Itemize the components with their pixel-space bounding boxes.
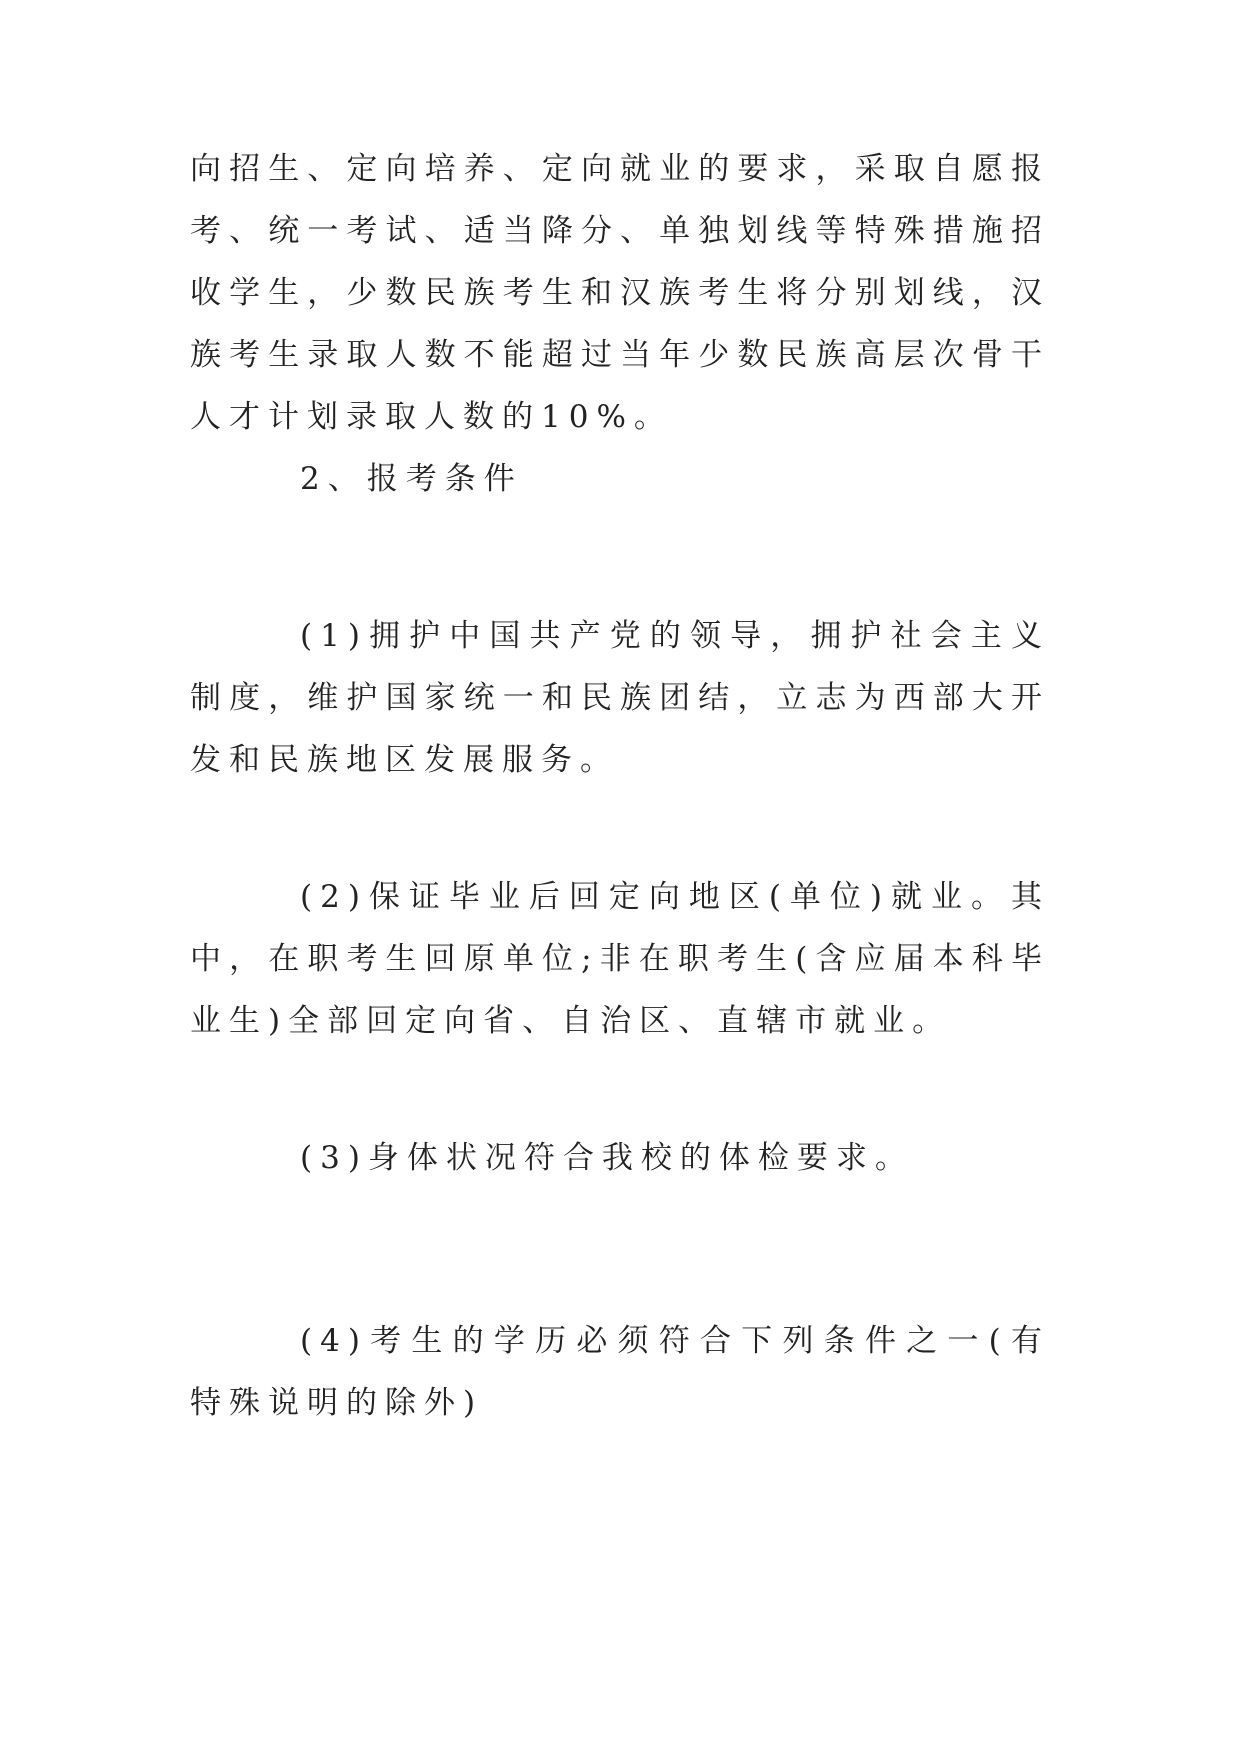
- list-item-requirement-4: (4)考生的学历必须符合下列条件之一(有特殊说明的除外): [190, 1323, 1050, 1421]
- paragraph-admission-policy: 向招生、定向培养、定向就业的要求，采取自愿报考、统一考试、适当降分、单独划线等特殊措施招收学生，少数民族考生和汉族考生将分别划线，汉族考生录取人数不能超过当年少数民族高层次骨干人才计划录取人数的10%。: [190, 151, 1050, 435]
- section-heading-application-requirements: 2、报考条件: [300, 461, 523, 497]
- list-item-requirement-1: (1)拥护中国共产党的领导，拥护社会主义制度，维护国家统一和民族团结，立志为西部大开发和民族地区发展服务。: [190, 618, 1050, 778]
- list-item-requirement-3: (3)身体状况符合我校的体检要求。: [300, 1140, 914, 1176]
- list-item-requirement-2: (2)保证毕业后回定向地区(单位)就业。其中，在职考生回原单位;非在职考生(含应届本科毕业生)全部回定向省、自治区、直辖市就业。: [190, 879, 1050, 1039]
